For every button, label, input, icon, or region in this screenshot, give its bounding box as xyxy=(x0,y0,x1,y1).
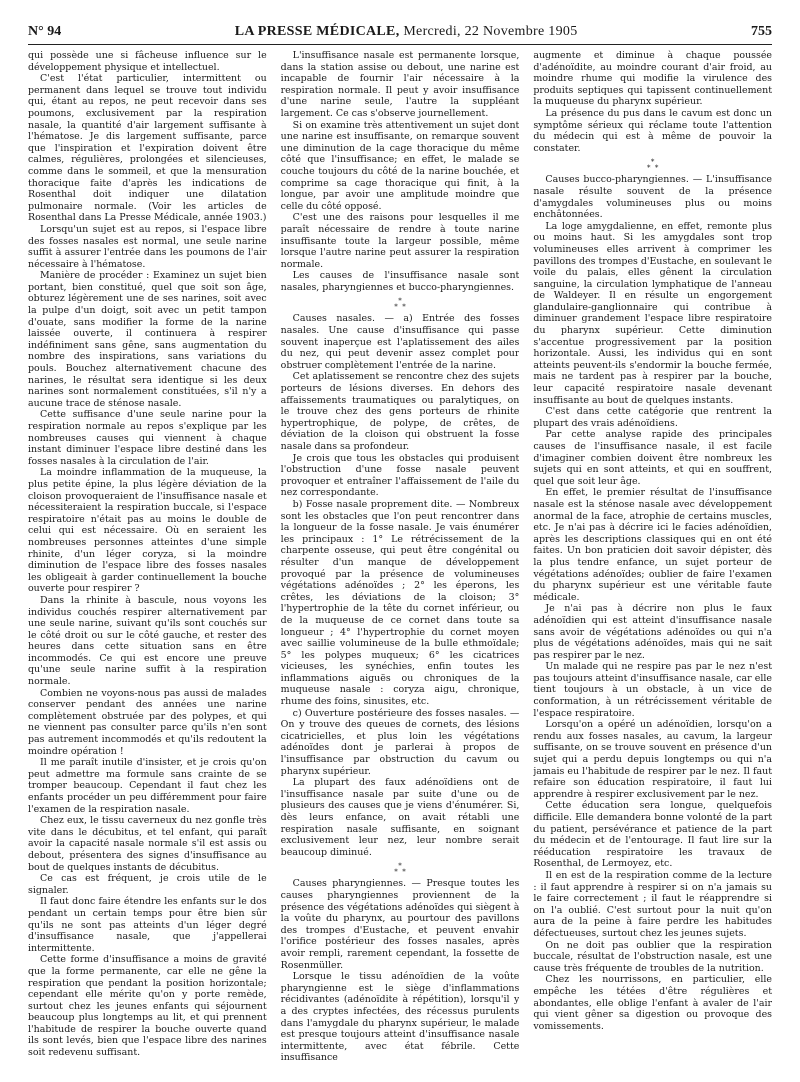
section-separator: * * * xyxy=(394,297,406,312)
paragraph: L'insuffisance nasale est permanente lorsque, dans la station assise ou debout, une narine est incapable de fournir l'air nécessaire à la respiration normale. Il peut y avoir insuffisance d'une narine seule, l'autre la suppléant largement. Ce cas s'observe journellement. xyxy=(280,50,520,119)
paragraph: La moindre inflammation de la muqueuse, la plus petite épine, la plus légère déviation de la cloison provoqueraient de l'insuffisance nasale et nécessiteraient la respiration buccale, si l'espace respiratoire n'était pas au moins le double de celui qui est nécessaire. Où en seraient les nombreuses personnes atteintes d'une simple rhinite, d'un léger coryza, si la moindre diminution de l'espace libre des fosses nasales les obligeait à garder continuellement la bouche ouverte pour respirer ? xyxy=(28,467,267,595)
paragraph: Dans la rhinite à bascule, nous voyons les individus couchés respirer alternativement par une seule narine, suivant qu'ils sont couchés sur le côté droit ou sur le côté gauche, et rester des heures dans cette situation sans en être incommodés. Ce qui est encore une preuve qu'une seule narine suffit à la respiration normale. xyxy=(28,594,267,688)
paragraph: La plupart des faux adénoïdiens ont de l'insuffisance nasale par suite d'une ou de plusieurs des causes que je viens d'énumérer. Si, dès leurs enfance, on avait rétabli une respiration nasale suffisante, en soignant exclusivement leur nez, leur nombre serait beaucoup diminué. xyxy=(280,777,520,858)
paragraph: Par cette analyse rapide des principales causes de l'insuffisance nasale, il est facile d'imaginer combien doivent être nombreux les sujets qui en sont atteints, et qui en souffrent, quel que soit leur âge. xyxy=(533,429,773,487)
paragraph: Lorsqu'on a opéré un adénoïdien, lorsqu'on a rendu aux fosses nasales, au cavum, la largeur suffisante, on se trouve souvent en présence d'un sujet qui a perdu depuis longtemps ou qui n'a jamais eu l'habitude de respirer par le nez. Il faut refaire son éducation respiratoire, il faut lui apprendre à respirer exclusivement par le nez. xyxy=(533,719,773,800)
journal-title-line xyxy=(235,24,578,40)
column-2 xyxy=(281,50,520,1072)
issue-number: N° 94 xyxy=(28,24,62,39)
page-number: 755 xyxy=(751,24,772,39)
paragraph: Cette suffisance d'une seule narine pour la respiration normale au repos s'explique par les nombreuses causes qui viennent à chaque instant diminuer l'espace libre destiné dans les fosses nasales à la circulation de l'air. xyxy=(28,409,267,467)
paragraph: Chez eux, le tissu caverneux du nez gonfle très vite dans le décubitus, et tel enfant, qui paraît avoir la capacité nasale normale s'il est assis ou debout, présentera des signes d'insuffisance au bout de quelques instants de décubitus. xyxy=(28,815,267,873)
paragraph: Il me paraît inutile d'insister, et je crois qu'on peut admettre ma formule sans crainte de se tromper beaucoup. Cependant il faut chez les enfants procéder un peu différemment pour faire l'examen de la respiration nasale. xyxy=(28,757,267,815)
paragraph: Cette éducation sera longue, quelquefois difficile. Elle demandera bonne volonté de la part du patient, persévérance et patience de la part du médecin et de l'entourage. Il faut lire sur la rééducation respiratoire les travaux de Rosenthal, de Lermoyez, etc. xyxy=(533,800,773,870)
paragraph: Il en est de la respiration comme de la lecture : il faut apprendre à respirer si on n'a jamais su le faire correctement ; il faut le réapprendre si on l'a oublié. C'est surtout pour la nuit qu'on aura de la peine à faire perdre les habitudes défectueuses, surtout chez les jeunes sujets. xyxy=(533,869,773,939)
issue-date: Mercredi, 22 Novembre 1905 xyxy=(403,24,578,39)
section-separator: * * * xyxy=(394,862,406,877)
paragraph: b) Fosse nasale proprement dite. — Nombreux sont les obstacles que l'on peut rencontrer dans la longueur de la fosse nasale. Je vais énumérer les principaux : 1° Le rétrécissement de la charpente osseuse, qui peut être congénital ou résulter d'un manque de développement provoqué par la présence de volumineuses végétations adénoïdes ; 2° les éperons, les crêtes, les déviations de la cloison; 3° l'hypertrophie de la tête du cornet inférieur, ou de la muqueuse de ce cornet dans toute sa longueur ; 4° l'hypertrophie du cornet moyen avec saillie volumineuse de la bulle ethmoïdale; 5° les polypes muqueux; 6° les cicatrices vicieuses, les synéchies, enfin toutes les inflammations aiguës ou chroniques de la muqueuse nasale : coryza aigu, chronique, rhume des foins, sinusites, etc. xyxy=(280,498,520,708)
paragraph: On ne doit pas oublier que la respiration buccale, résultat de l'obstruction nasale, est une cause très fréquente de troubles de la nutrition. xyxy=(533,939,773,974)
paragraph: Je n'ai pas à décrire non plus le faux adénoïdien qui est atteint d'insuffisance nasale sans avoir de végétations adénoïdes ou qui n'a plus de végétations adénoïdes, mais qui ne sait pas respirer par le nez. xyxy=(533,603,773,661)
paragraph: La loge amygdalienne, en effet, remonte plus ou moins haut. Si les amygdales sont trop volumineuses elles arrivent à comprimer les pavillons des trompes d'Eustache, en soulevant le voile du palais, elles gênent la circulation sanguine, la circulation lymphatique de l'anneau de Waldeyer. Il en résulte un engorgement glandulaire-ganglionnaire qui contribue à diminuer grandement l'espace libre respiratoire du pharynx supérieur. Cette diminution s'accentue progressivement par la position horizontale. Aussi, les individus qui en sont atteints peuvent-ils s'endormir la bouche fermée, mais ne tardent pas à respirer par la bouche, leur capacité respiratoire nasale devenant insuffisante au bout de quelques instants. xyxy=(533,220,773,406)
paragraph: Lorsque le tissu adénoïdien de la voûte pharyngienne est le siège d'inflammations récidivantes (adénoïdite à répétition), lorsqu'il y a des cryptes infectées, des récessus purulents dans l'amygdale du pharynx supérieur, le malade est presque toujours atteint d'insuffisance nasale intermittente, avec état fébrile. Cette insuffisance xyxy=(280,971,520,1064)
paragraph: En effet, le premier résultat de l'insuffisance nasale est la sténose nasale avec développement anormal de la face, atrophie de certains muscles, etc. Je n'ai pas à décrire ici le facies adénoïdien, après les descriptions classiques qui en ont été faites. Un bon praticien doit savoir dépister, dès la plus tendre enfance, un sujet porteur de végétations adénoïdes; oublier de faire l'examen du pharynx supérieur est une véritable faute médicale. xyxy=(533,487,773,603)
paragraph: C'est une des raisons pour lesquelles il me paraît nécessaire de rendre à toute narine insuffisante toute la largeur possible, même lorsque l'autre narine peut assurer la respiration normale. xyxy=(280,212,520,270)
section-separator: * * * xyxy=(646,158,659,173)
paragraph: Cette forme d'insuffisance a moins de gravité que la forme permanente, car elle ne gêne la respiration que pendant la position horizontale; cependant elle mérite qu'on y porte remède, surtout chez les jeunes enfants qui séjournent beaucoup plus longtemps au lit, et qui prennent l'habitude de respirer la bouche ouverte quand ils sont levés, bien que l'espace libre des narines soit redevenu suffisant. xyxy=(28,954,267,1059)
paragraph: Manière de procéder : Examinez un sujet bien portant, bien constitué, quel que soit son âge, obturez légèrement une de ses narines, soit avec la pulpe d'un doigt, soit avec un petit tampon d'ouate, sans modifier la forme de la narine laissée ouverte, il continuera à respirer indéfiniment sans gêne, sans augmentation du nombre des inspirations, sans variations du pouls. Bouchez alternativement chacune des narines, le résultat sera identique si les deux narines sont normalement constituées, s'il n'y a aucune trace de sténose nasale. xyxy=(28,270,267,409)
paragraph: Causes nasales. — a) Entrée des fosses nasales. Une cause d'insuffisance qui passe souvent inaperçue est l'aplatissement des ailes du nez, qui peut devenir assez complet pour obstruer complètement l'entrée de la narine. xyxy=(280,313,520,371)
paragraph: Un malade qui ne respire pas par le nez n'est pas toujours atteint d'insuffisance nasale, car elle tient toujours à un obstacle, à un vice de conformation, à un rétrécissement véritable de l'espace respiratoire. xyxy=(533,661,773,719)
paragraph: Causes pharyngiennes. — Presque toutes les causes pharyngiennes proviennent de la présence des végétations adénoïdes qui siègent à la voûte du pharynx, au pourtour des pavillons des trompes d'Eustache, et peuvent envahir l'orifice postérieur des fosses nasales, après avoir rempli, rarement cependant, la fossette de Rosenmüller. xyxy=(280,878,520,971)
paragraph: Les causes de l'insuffisance nasale sont nasales, pharyngiennes et bucco-pharyngiennes. xyxy=(280,270,520,293)
paragraph: c) Ouverture postérieure des fosses nasales. — On y trouve des queues de cornets, des lésions cicatricielles, et plus loin les végétations adénoïdes dont je parlerai à propos de l'insuffisance par obstruction du cavum ou pharynx supérieur. xyxy=(280,707,520,777)
paragraph: augmente et diminue à chaque poussée d'adénoïdite, au moindre courant d'air froid, au moindre rhume qui modifie la virulence des produits septiques qui tapissent continuellement la muqueuse du pharynx supérieur. xyxy=(533,50,773,108)
paragraph: qui possède une si fâcheuse influence sur le développement physique et intellectuel. xyxy=(28,50,267,73)
paragraph: Ce cas est fréquent, je crois utile de le signaler. xyxy=(28,873,267,896)
paragraph: Cet aplatissement se rencontre chez des sujets porteurs de lésions diverses. En dehors des affaissements traumatiques ou paralytiques, on le trouve chez des gens porteurs de rhinite hypertrophique, de polype, de crêtes, de déviation de la cloison qui obstruent la fosse nasale dans sa profondeur. xyxy=(280,371,520,452)
paragraph: Causes bucco-pharyngiennes. — L'insuffisance nasale résulte souvent de la présence d'amygdales volumineuses plus ou moins enchâtonnées. xyxy=(533,174,773,221)
paragraph: Combien ne voyons-nous pas aussi de malades conserver pendant des années une narine complètement obstruée par des polypes, et qui ne viennent pas consulter parce qu'ils n'en sont pas autrement incommodés et qu'ils redoutent la moindre opération ! xyxy=(28,687,267,757)
paragraph: Si on examine très attentivement un sujet dont une narine est insuffisante, on remarque souvent une diminution de la cage thoracique du même côté que l'insuffisance; en effet, le malade se couche toujours du côté de la narine bouchée, et comprime sa cage thoracique qui finit, à la longue, par avoir une amplitude moindre que celle du côté opposé. xyxy=(280,119,520,212)
page-header xyxy=(28,14,772,45)
paragraph: C'est l'état particulier, intermittent ou permanent dans lequel se trouve tout individu qui, étant au repos, ne peut recevoir dans ses poumons, exclusivement par la respiration nasale, la quantité d'air largement suffisante à l'hématose. Je dis largement suffisante, parce que l'inspiration et l'expiration doivent être calmes, régulières, prolongées et silencieuses, comme dans le sommeil, et que la mensuration thoracique faite d'après les indications de Rosenthal doit indiquer une dilatation pulmonaire normale. (Voir les articles de Rosenthal dans La Presse Médicale, année 1903.) xyxy=(28,73,267,224)
column-1 xyxy=(28,50,267,1072)
paragraph: C'est dans cette catégorie que rentrent la plupart des vrais adénoïdiens. xyxy=(533,406,773,429)
paragraph: La présence du pus dans le cavum est donc un symptôme sérieux qui réclame toute l'attention du médecin qui est à même de pouvoir la constater. xyxy=(533,107,773,154)
column-3 xyxy=(533,50,772,1072)
paragraph: Je crois que tous les obstacles qui produisent l'obstruction d'une fosse nasale peuvent provoquer et entraîner l'affaissement de l'aile du nez correspondante. xyxy=(280,452,520,499)
paragraph: Il faut donc faire étendre les enfants sur le dos pendant un certain temps pour être bien sûr qu'ils ne sont pas atteints d'un léger degré d'insuffisance nasale, que j'appellerai intermittente. xyxy=(28,896,267,954)
paragraph: Lorsqu'un sujet est au repos, si l'espace libre des fosses nasales est normal, une seule narine suffit à assurer l'entrée dans les poumons de l'air nécessaire à l'hématose. xyxy=(28,223,267,270)
article-body xyxy=(28,50,772,1072)
journal-name: LA PRESSE MÉDICALE, xyxy=(234,24,400,39)
paragraph: Chez les nourrissons, en particulier, elle empêche les tétées d'être régulières et abondantes, elle oblige l'enfant à avaler de l'air qui vient gêner sa digestion ou provoque des vomissements. xyxy=(533,974,773,1032)
